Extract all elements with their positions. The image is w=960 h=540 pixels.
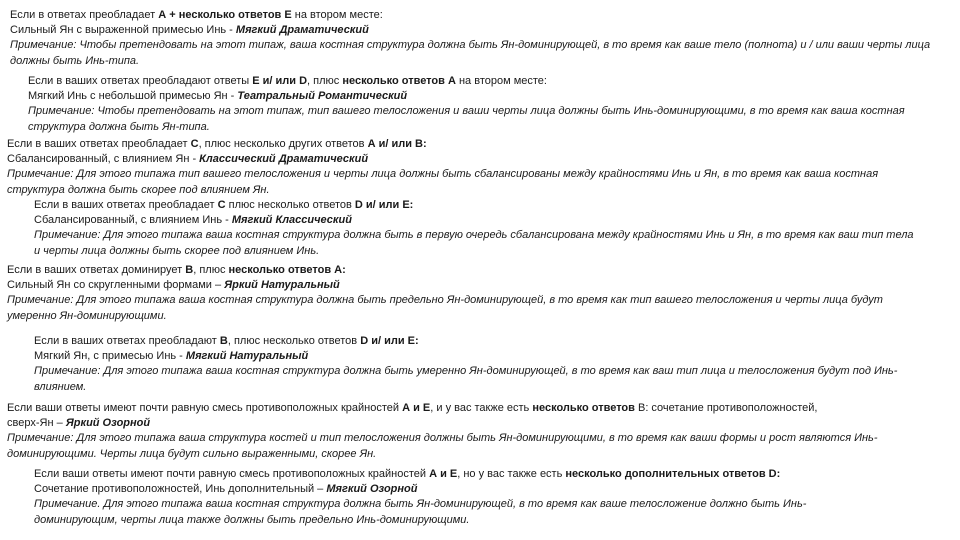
type-name: Классический Драматический — [199, 153, 369, 166]
result-block-soft-gamine — [34, 467, 884, 528]
result-line: Мягкий Инь с небольшой примесью Ян - Театральный Романтический — [28, 90, 408, 103]
result-block-soft-classic — [34, 198, 914, 259]
condition-line: Если в ответах преобладает А + несколько ответов E на втором месте: — [10, 9, 383, 21]
result-block-flamboyant-gamine — [7, 401, 907, 462]
condition-line: Если в ваших ответах доминирует B, плюс несколько ответов А: — [7, 264, 346, 276]
result-line: Сбалансированный, с влиянием Ян - Классический Драматический — [7, 153, 369, 166]
note-text: Примечание: Для этого типажа ваша костная структура должна быть предельно Ян-доминирующей, в то время как тип вашего телосложения и черты лица будут умеренно Ян-доминирующими. — [7, 294, 883, 322]
condition-line: Если ваши ответы имеют почти равную смесь противоположных крайностей А и Е, но у вас также есть несколько дополнительных ответов D: — [34, 468, 781, 480]
type-name: Мягкий Драматический — [235, 24, 369, 37]
type-name: Яркий Озорной — [65, 417, 151, 430]
note-text: Примечание: Для этого типажа ваша структура костей и тип телосложения должны быть Ян-доминирующими, в то время как ваши формы и рост являются Инь-доминирующими. Черты лица будут сильно выраженными, скорее Ян. — [7, 432, 878, 460]
note-text: Примечание: Чтобы претендовать на этот типаж, тип вашего телосложения и ваши черты лица должны быть Инь-доминирующими, в то время как ваша костная структура должна быть Ян-типа. — [28, 105, 905, 133]
result-line: Мягкий Ян, с примесью Инь - Мягкий Натуральный — [34, 350, 309, 363]
result-line: Сильный Ян с выраженной примесью Инь - Мягкий Драматический — [10, 24, 369, 37]
type-name: Мягкий Озорной — [326, 483, 418, 496]
note-text: Примечание: Для этого типажа ваша костная структура должна быть в первую очередь сбалансирована между крайностями Инь и Ян, в то время как ваш тип тела и черты лица должны быть скорее под влиянием Инь. — [34, 229, 914, 257]
result-block-theatrical-romantic — [28, 74, 940, 135]
type-name: Яркий Натуральный — [224, 279, 340, 292]
result-block-soft-dramatic — [10, 8, 940, 69]
result-line: Сбалансированный, с влиянием Инь - Мягкий Классический — [34, 214, 352, 227]
result-block-soft-natural — [34, 334, 934, 395]
type-name: Мягкий Классический — [231, 214, 352, 227]
type-name: Театральный Романтический — [237, 90, 408, 103]
note-text: Примечание: Чтобы претендовать на этот типаж, ваша костная структура должна быть Ян-доминирующей, в то время как ваше тело (полнота) и / или ваши черты лица должны быть Инь-типа. — [10, 39, 931, 67]
condition-line: Если в ваших ответах преобладают ответы E и/ или D, плюс несколько ответов А на втором месте: — [28, 75, 547, 87]
result-block-classic-dramatic — [7, 137, 937, 198]
type-name: Мягкий Натуральный — [185, 350, 309, 363]
result-line: Сильный Ян со скругленными формами – Яркий Натуральный — [7, 279, 340, 292]
result-line: Сочетание противоположностей, Инь дополнительный – Мягкий Озорной — [34, 483, 418, 496]
condition-line: Если в ваших ответах преобладает C плюс несколько ответов D и/ или Е: — [34, 199, 414, 211]
condition-line: Если в ваших ответах преобладают B, плюс несколько ответов D и/ или Е: — [34, 335, 419, 347]
note-text: Примечание: Для этого типажа ваша костная структура должна быть умеренно Ян-доминирующей, в то время как ваш тип лица и телосложения будут под Инь-влиянием. — [34, 365, 898, 393]
result-block-flamboyant-natural — [7, 263, 917, 324]
note-text: Примечание: Для этого типажа тип вашего телосложения и черты лица должны быть сбалансированы между крайностями Инь и Ян, в то время как ваша костная структура должна быть скорее под влиянием Ян. — [7, 168, 879, 196]
result-line: сверх-Ян – Яркий Озорной — [7, 417, 151, 430]
condition-line: Если ваши ответы имеют почти равную смесь противоположных крайностей А и Е, и у вас также есть несколько ответов B: сочетание противоположностей, — [7, 402, 818, 414]
note-text: Примечание. Для этого типажа ваша костная структура должна быть Ян-доминирующей, в то время как ваше телосложение должно быть Инь-доминирующим, черты лица также должны быть предельно Инь-доминирующими. — [34, 498, 807, 526]
condition-line: Если в ваших ответах преобладает C, плюс несколько других ответов А и/ или В: — [7, 138, 427, 150]
